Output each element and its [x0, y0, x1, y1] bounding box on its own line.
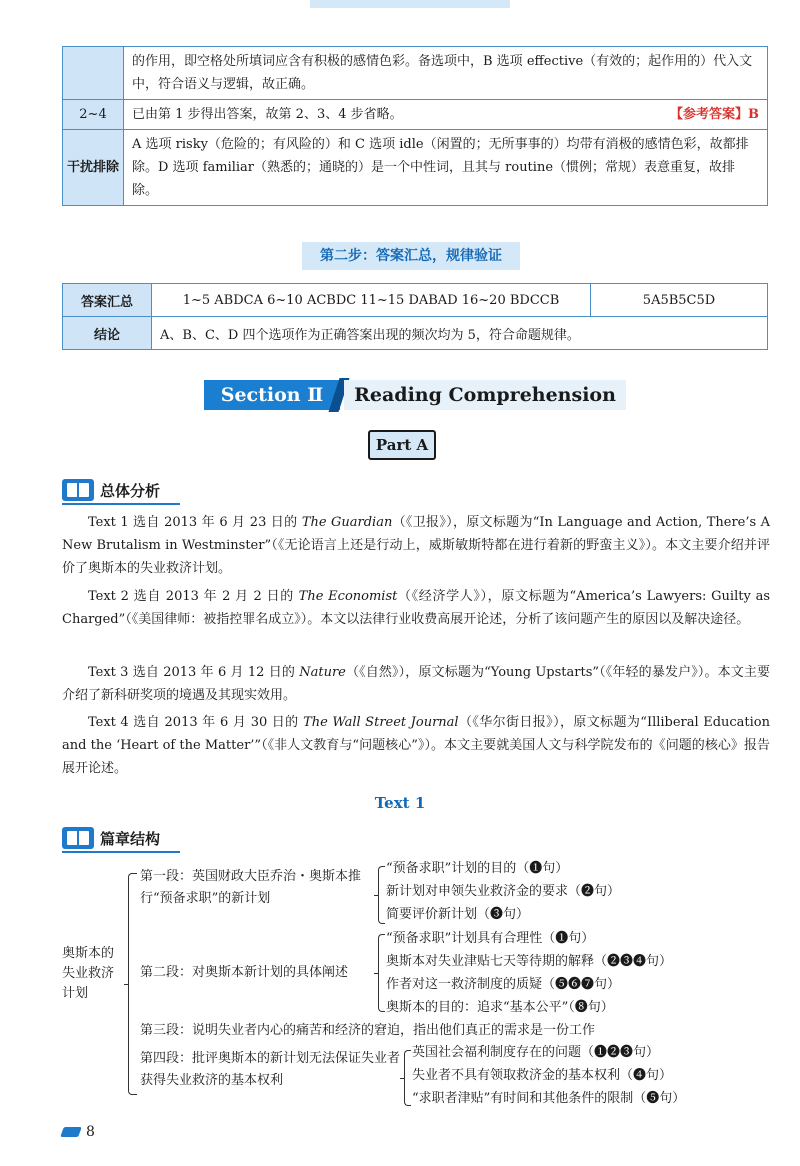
overview-paragraph: Text 2 选自 2013 年 2 月 2 日的 The Economist（《经济学人》），原文标题为“America’s Lawyers: Guilty as Charged”（《美国律师：被指控罪名成立》）。本文以法律行业收费高展开论述，分析了该问题产生的原因以及解决途径。 — [62, 589, 771, 627]
table-row — [63, 47, 768, 100]
summary-value: 1~5 ABDCA 6~10 ACBDC 11~15 DABAD 16~20 BDCCB — [152, 284, 591, 317]
p2-item: 奥斯本的目的：追求“基本公平”（❽句） — [386, 1000, 614, 1015]
paragraph4-label: 第四段：批评奥斯本的新计划无法保证失业者获得失业救济的基本权利 — [140, 1051, 401, 1088]
row-label — [63, 47, 124, 100]
source-name: The Wall Street Journal — [303, 715, 459, 730]
count-value: 5A5B5C5D — [591, 284, 768, 317]
overview-paragraph: Text 1 选自 2013 年 6 月 23 日的 The Guardian（《卫报》），原文标题为“In Language and Action, There’s A New Brutalism in Westminster”（《无论语言上还是行动上，威斯敏斯特都在进行着新的野蛮主义》）。本文主要介绍并评价了奥斯本的失业救济计划。 — [62, 515, 770, 576]
p4-item: 英国社会福利制度存在的问题（❶❷❸句） — [412, 1045, 660, 1060]
p1-item: “预备求职”计划的目的（❶句） — [386, 861, 569, 876]
analysis-table — [62, 46, 768, 206]
row-text: A 选项 risky（危险的；有风险的）和 C 选项 idle（闲置的；无所事事的）均带有消极的感情色彩，故都排除。D 选项 familiar（熟悉的；通晓的）是一个中性词，且其与 routine（惯例；常规）表意重复，故排除。 — [124, 130, 768, 206]
paragraph2-label: 第二段：对奥斯本新计划的具体阐述 — [140, 965, 349, 980]
row-text: 的作用，即空格处所填词应含有积极的感情色彩。备选项中，B 选项 effective（有效的；起作用的）代入文中，符合语义与逻辑，故正确。 — [124, 47, 768, 100]
overview-paragraph: Text 4 选自 2013 年 6 月 30 日的 The Wall Street Journal（《华尔街日报》），原文标题为“Illiberal Education and the ‘Heart of the Matter’”（《非人文教育与“问题核心”》）。本文主要就美国人文与科学院发布的《问题的核心》报告展开论述。 — [62, 715, 771, 776]
text1-title: Text 1 — [374, 794, 426, 812]
reference-answer: 【参考答案】B — [670, 107, 759, 122]
section-title: Reading Comprehension — [344, 380, 626, 410]
row-label: 2~4 — [63, 100, 124, 130]
source-name: Nature — [299, 665, 346, 680]
graduation-cap-icon — [60, 1127, 82, 1137]
structure-root: 奥斯本的失业救济计划 — [62, 946, 115, 1001]
section-banner — [204, 378, 624, 412]
table-row — [63, 100, 768, 130]
heading-text: 篇章结构 — [100, 829, 161, 848]
p4-item: 失业者不具有领取救济金的基本权利（❹句） — [412, 1068, 673, 1083]
step-note: 已由第 1 步得出答案，故第 2、3、4 步省略。 — [132, 107, 403, 122]
part-title: Part A — [368, 430, 436, 460]
heading-text: 总体分析 — [100, 481, 161, 500]
p1-item: 新计划对申领失业救济金的要求（❷句） — [386, 884, 621, 899]
root-brace — [128, 873, 137, 1095]
p1-item: 简要评价新计划（❸句） — [386, 907, 530, 922]
overall-heading — [62, 478, 160, 502]
paragraph3-label: 第三段：说明失业者内心的痛苦和经济的窘迫，指出他们真正的需求是一份工作 — [140, 1023, 596, 1038]
step2-title: 第二步：答案汇总，规律验证 — [302, 242, 520, 270]
conclusion-value: A、B、C、D 四个选项作为正确答案出现的频次均为 5，符合命题规律。 — [152, 317, 768, 350]
row-label: 干扰排除 — [63, 130, 124, 206]
p2-item: “预备求职”计划具有合理性（❶句） — [386, 931, 595, 946]
page-number: 8 — [86, 1124, 95, 1140]
conclusion-label: 结论 — [63, 317, 152, 350]
p4-item: “求职者津贴”有时间和其他条件的限制（❺句） — [412, 1091, 686, 1106]
section-number: Section Ⅱ — [204, 380, 340, 410]
p4-brace — [404, 1050, 411, 1106]
heading-underline — [62, 503, 180, 505]
overview-paragraph: Text 3 选自 2013 年 6 月 12 日的 Nature（《自然》），原文标题为“Young Upstarts”（《年轻的暴发户》）。本文主要介绍了新科研奖项的境遇及其现实效用。 — [62, 665, 770, 703]
summary-label: 答案汇总 — [63, 284, 152, 317]
source-name: The Guardian — [301, 515, 393, 530]
source-name: The Economist — [298, 589, 398, 604]
table-row — [63, 317, 768, 350]
p1-brace — [378, 866, 385, 924]
p2-brace — [378, 934, 385, 1012]
table-row — [63, 284, 768, 317]
book-icon — [62, 827, 94, 849]
top-decoration — [310, 0, 510, 8]
row-text — [124, 100, 768, 130]
page-footer — [62, 1124, 95, 1140]
paragraph1-label: 第一段：英国财政大臣乔治・奥斯本推行“预备求职”的新计划 — [140, 869, 362, 906]
heading-underline — [62, 851, 180, 853]
p2-item: 奥斯本对失业津贴七天等待期的解释（❷❸❹句） — [386, 954, 673, 969]
structure-heading — [62, 826, 160, 850]
summary-table — [62, 283, 768, 350]
book-icon — [62, 479, 94, 501]
table-row — [63, 130, 768, 206]
p2-item: 作者对这一救济制度的质疑（❺❻❼句） — [386, 977, 621, 992]
